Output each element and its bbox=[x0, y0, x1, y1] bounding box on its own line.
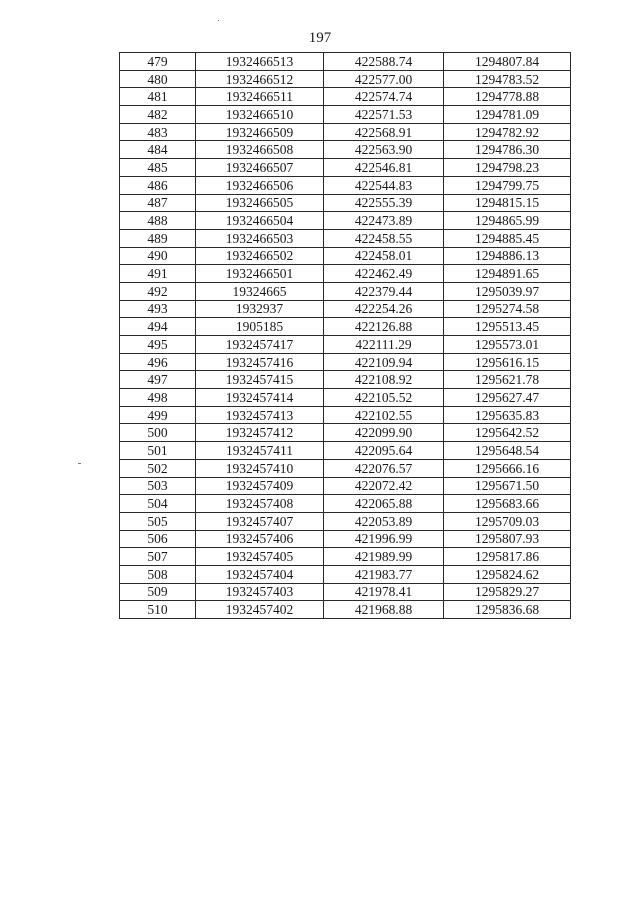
row-number-cell: 489 bbox=[120, 229, 196, 247]
table-row bbox=[120, 106, 571, 124]
table-row bbox=[120, 406, 571, 424]
row-number-cell: 494 bbox=[120, 318, 196, 336]
table-row bbox=[120, 459, 571, 477]
row-number-cell: 497 bbox=[120, 371, 196, 389]
y-coordinate-cell: 1294886.13 bbox=[444, 247, 571, 265]
parcel-id-cell: 1932937 bbox=[196, 300, 324, 318]
y-coordinate-cell: 1295709.03 bbox=[444, 512, 571, 530]
table-row bbox=[120, 601, 571, 619]
table-row bbox=[120, 159, 571, 177]
row-number-cell: 479 bbox=[120, 53, 196, 71]
x-coordinate-cell: 421983.77 bbox=[324, 565, 444, 583]
y-coordinate-cell: 1294807.84 bbox=[444, 53, 571, 71]
parcel-id-cell: 1932457411 bbox=[196, 442, 324, 460]
y-coordinate-cell: 1294885.45 bbox=[444, 229, 571, 247]
y-coordinate-cell: 1295648.54 bbox=[444, 442, 571, 460]
table-row bbox=[120, 194, 571, 212]
parcel-id-cell: 1932466509 bbox=[196, 123, 324, 141]
x-coordinate-cell: 422111.29 bbox=[324, 336, 444, 354]
y-coordinate-cell: 1295683.66 bbox=[444, 495, 571, 513]
row-number-cell: 491 bbox=[120, 265, 196, 283]
parcel-id-cell: 1932466504 bbox=[196, 212, 324, 230]
table-row bbox=[120, 212, 571, 230]
coordinates-table-body bbox=[120, 53, 571, 619]
table-row bbox=[120, 477, 571, 495]
y-coordinate-cell: 1295513.45 bbox=[444, 318, 571, 336]
parcel-id-cell: 1932457416 bbox=[196, 353, 324, 371]
row-number-cell: 508 bbox=[120, 565, 196, 583]
table-row bbox=[120, 141, 571, 159]
row-number-cell: 486 bbox=[120, 176, 196, 194]
parcel-id-cell: 19324665 bbox=[196, 282, 324, 300]
parcel-id-cell: 1905185 bbox=[196, 318, 324, 336]
row-number-cell: 483 bbox=[120, 123, 196, 141]
x-coordinate-cell: 422053.89 bbox=[324, 512, 444, 530]
y-coordinate-cell: 1295274.58 bbox=[444, 300, 571, 318]
x-coordinate-cell: 422095.64 bbox=[324, 442, 444, 460]
x-coordinate-cell: 422076.57 bbox=[324, 459, 444, 477]
row-number-cell: 509 bbox=[120, 583, 196, 601]
x-coordinate-cell: 422254.26 bbox=[324, 300, 444, 318]
scan-speck bbox=[218, 20, 219, 21]
y-coordinate-cell: 1295817.86 bbox=[444, 548, 571, 566]
y-coordinate-cell: 1294815.15 bbox=[444, 194, 571, 212]
table-row bbox=[120, 247, 571, 265]
table-row bbox=[120, 583, 571, 601]
x-coordinate-cell: 422462.49 bbox=[324, 265, 444, 283]
parcel-id-cell: 1932466501 bbox=[196, 265, 324, 283]
x-coordinate-cell: 421968.88 bbox=[324, 601, 444, 619]
row-number-cell: 502 bbox=[120, 459, 196, 477]
table-row bbox=[120, 229, 571, 247]
scan-speck bbox=[78, 463, 81, 464]
y-coordinate-cell: 1295642.52 bbox=[444, 424, 571, 442]
x-coordinate-cell: 422065.88 bbox=[324, 495, 444, 513]
table-row bbox=[120, 530, 571, 548]
x-coordinate-cell: 421978.41 bbox=[324, 583, 444, 601]
parcel-id-cell: 1932457404 bbox=[196, 565, 324, 583]
parcel-id-cell: 1932466508 bbox=[196, 141, 324, 159]
row-number-cell: 500 bbox=[120, 424, 196, 442]
table-row bbox=[120, 300, 571, 318]
parcel-id-cell: 1932457413 bbox=[196, 406, 324, 424]
page-number: 197 bbox=[308, 30, 332, 46]
x-coordinate-cell: 422379.44 bbox=[324, 282, 444, 300]
table-row bbox=[120, 123, 571, 141]
x-coordinate-cell: 422588.74 bbox=[324, 53, 444, 71]
parcel-id-cell: 1932457405 bbox=[196, 548, 324, 566]
x-coordinate-cell: 422577.00 bbox=[324, 70, 444, 88]
row-number-cell: 496 bbox=[120, 353, 196, 371]
parcel-id-cell: 1932466503 bbox=[196, 229, 324, 247]
y-coordinate-cell: 1294782.92 bbox=[444, 123, 571, 141]
table-row bbox=[120, 442, 571, 460]
table-row bbox=[120, 389, 571, 407]
parcel-id-cell: 1932457409 bbox=[196, 477, 324, 495]
x-coordinate-cell: 422544.83 bbox=[324, 176, 444, 194]
table-row bbox=[120, 88, 571, 106]
table-row bbox=[120, 548, 571, 566]
row-number-cell: 485 bbox=[120, 159, 196, 177]
x-coordinate-cell: 421996.99 bbox=[324, 530, 444, 548]
row-number-cell: 498 bbox=[120, 389, 196, 407]
x-coordinate-cell: 422571.53 bbox=[324, 106, 444, 124]
row-number-cell: 506 bbox=[120, 530, 196, 548]
table-row bbox=[120, 371, 571, 389]
table-row bbox=[120, 336, 571, 354]
x-coordinate-cell: 422458.55 bbox=[324, 229, 444, 247]
y-coordinate-cell: 1295807.93 bbox=[444, 530, 571, 548]
row-number-cell: 495 bbox=[120, 336, 196, 354]
x-coordinate-cell: 422563.90 bbox=[324, 141, 444, 159]
table-row bbox=[120, 318, 571, 336]
table-row bbox=[120, 565, 571, 583]
x-coordinate-cell: 422105.52 bbox=[324, 389, 444, 407]
table-row bbox=[120, 495, 571, 513]
row-number-cell: 490 bbox=[120, 247, 196, 265]
y-coordinate-cell: 1295621.78 bbox=[444, 371, 571, 389]
parcel-id-cell: 1932457407 bbox=[196, 512, 324, 530]
parcel-id-cell: 1932466511 bbox=[196, 88, 324, 106]
row-number-cell: 507 bbox=[120, 548, 196, 566]
parcel-id-cell: 1932457403 bbox=[196, 583, 324, 601]
table-row bbox=[120, 353, 571, 371]
table-row bbox=[120, 424, 571, 442]
table-row bbox=[120, 53, 571, 71]
row-number-cell: 493 bbox=[120, 300, 196, 318]
row-number-cell: 482 bbox=[120, 106, 196, 124]
row-number-cell: 510 bbox=[120, 601, 196, 619]
x-coordinate-cell: 422108.92 bbox=[324, 371, 444, 389]
x-coordinate-cell: 422555.39 bbox=[324, 194, 444, 212]
parcel-id-cell: 1932457408 bbox=[196, 495, 324, 513]
y-coordinate-cell: 1294786.30 bbox=[444, 141, 571, 159]
y-coordinate-cell: 1295573.01 bbox=[444, 336, 571, 354]
x-coordinate-cell: 422458.01 bbox=[324, 247, 444, 265]
x-coordinate-cell: 422102.55 bbox=[324, 406, 444, 424]
y-coordinate-cell: 1295824.62 bbox=[444, 565, 571, 583]
y-coordinate-cell: 1295836.68 bbox=[444, 601, 571, 619]
x-coordinate-cell: 422072.42 bbox=[324, 477, 444, 495]
row-number-cell: 492 bbox=[120, 282, 196, 300]
row-number-cell: 504 bbox=[120, 495, 196, 513]
y-coordinate-cell: 1295671.50 bbox=[444, 477, 571, 495]
x-coordinate-cell: 422546.81 bbox=[324, 159, 444, 177]
table-row bbox=[120, 512, 571, 530]
y-coordinate-cell: 1295039.97 bbox=[444, 282, 571, 300]
y-coordinate-cell: 1295829.27 bbox=[444, 583, 571, 601]
table-row bbox=[120, 70, 571, 88]
row-number-cell: 487 bbox=[120, 194, 196, 212]
parcel-id-cell: 1932466505 bbox=[196, 194, 324, 212]
parcel-id-cell: 1932457414 bbox=[196, 389, 324, 407]
row-number-cell: 499 bbox=[120, 406, 196, 424]
x-coordinate-cell: 422574.74 bbox=[324, 88, 444, 106]
coordinates-table bbox=[119, 52, 571, 619]
parcel-id-cell: 1932457402 bbox=[196, 601, 324, 619]
x-coordinate-cell: 422568.91 bbox=[324, 123, 444, 141]
x-coordinate-cell: 422109.94 bbox=[324, 353, 444, 371]
x-coordinate-cell: 422099.90 bbox=[324, 424, 444, 442]
parcel-id-cell: 1932457410 bbox=[196, 459, 324, 477]
row-number-cell: 505 bbox=[120, 512, 196, 530]
parcel-id-cell: 1932457417 bbox=[196, 336, 324, 354]
parcel-id-cell: 1932466513 bbox=[196, 53, 324, 71]
parcel-id-cell: 1932466510 bbox=[196, 106, 324, 124]
parcel-id-cell: 1932466507 bbox=[196, 159, 324, 177]
y-coordinate-cell: 1294781.09 bbox=[444, 106, 571, 124]
parcel-id-cell: 1932466512 bbox=[196, 70, 324, 88]
parcel-id-cell: 1932457406 bbox=[196, 530, 324, 548]
row-number-cell: 481 bbox=[120, 88, 196, 106]
x-coordinate-cell: 422126.88 bbox=[324, 318, 444, 336]
y-coordinate-cell: 1295666.16 bbox=[444, 459, 571, 477]
y-coordinate-cell: 1295635.83 bbox=[444, 406, 571, 424]
x-coordinate-cell: 421989.99 bbox=[324, 548, 444, 566]
y-coordinate-cell: 1294865.99 bbox=[444, 212, 571, 230]
parcel-id-cell: 1932466502 bbox=[196, 247, 324, 265]
parcel-id-cell: 1932457412 bbox=[196, 424, 324, 442]
row-number-cell: 480 bbox=[120, 70, 196, 88]
y-coordinate-cell: 1294798.23 bbox=[444, 159, 571, 177]
table-row bbox=[120, 265, 571, 283]
y-coordinate-cell: 1294891.65 bbox=[444, 265, 571, 283]
row-number-cell: 488 bbox=[120, 212, 196, 230]
row-number-cell: 503 bbox=[120, 477, 196, 495]
y-coordinate-cell: 1295627.47 bbox=[444, 389, 571, 407]
x-coordinate-cell: 422473.89 bbox=[324, 212, 444, 230]
y-coordinate-cell: 1295616.15 bbox=[444, 353, 571, 371]
row-number-cell: 501 bbox=[120, 442, 196, 460]
y-coordinate-cell: 1294778.88 bbox=[444, 88, 571, 106]
parcel-id-cell: 1932457415 bbox=[196, 371, 324, 389]
row-number-cell: 484 bbox=[120, 141, 196, 159]
y-coordinate-cell: 1294799.75 bbox=[444, 176, 571, 194]
table-row bbox=[120, 176, 571, 194]
parcel-id-cell: 1932466506 bbox=[196, 176, 324, 194]
table-row bbox=[120, 282, 571, 300]
y-coordinate-cell: 1294783.52 bbox=[444, 70, 571, 88]
